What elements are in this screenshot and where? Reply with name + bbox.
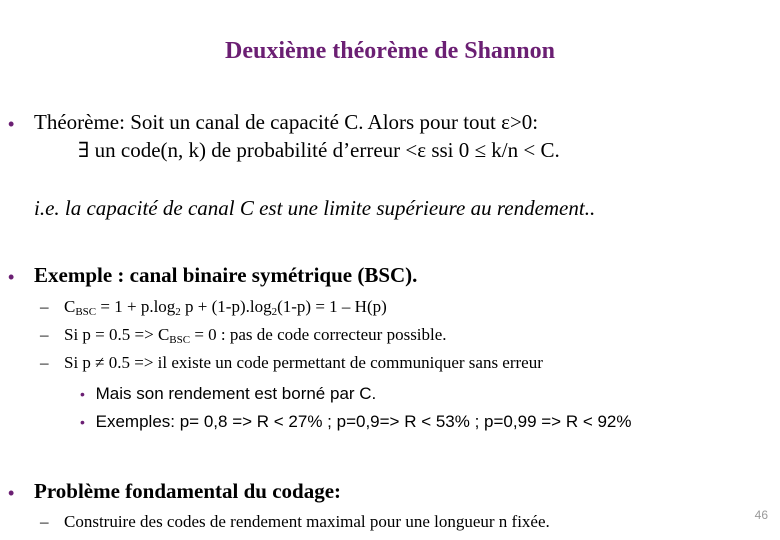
theorem-label: Théorème xyxy=(34,110,120,134)
slide-title: Deuxième théorème de Shannon xyxy=(225,38,555,64)
sub-bullet-rendement: • Mais son rendement est borné par C. xyxy=(80,384,377,403)
dash-icon: – xyxy=(40,297,49,316)
page-number: 46 xyxy=(754,508,768,522)
theorem-statement: : Soit un canal de capacité C. Alors pour tout ε>0: xyxy=(119,110,539,134)
example-item-p-half: – Si $p = 0.5 => C_{BSC} = 0$ : pas de code correcteur possible. xyxy=(40,325,447,346)
theorem-interpretation: i.e. la capacité de canal C est une limite supérieure au rendement.. xyxy=(34,196,596,220)
theorem-line-1 xyxy=(34,110,538,135)
sub-bullet-exemples: • Exemples: p= 0,8 => R < 27% ; p=0,9=> R < 53% ; p=0,99 => R < 92% xyxy=(80,412,632,431)
bullet-icon: • xyxy=(8,114,15,134)
bullet-icon: • xyxy=(80,414,85,430)
dash-icon: – xyxy=(40,512,49,531)
problem-item: – Construire des codes de rendement maximal pour une longueur n fixée. xyxy=(40,512,550,531)
dash-icon: – xyxy=(40,353,49,372)
dash-icon: – xyxy=(40,325,49,344)
bullet-icon: • xyxy=(8,483,15,503)
example-heading: Exemple : canal binaire symétrique (BSC). xyxy=(34,263,418,287)
theorem-line-2: ∃ un code(n, k) de probabilité d’erreur <ε ssi 0 ≤ k/n < C. xyxy=(78,138,560,162)
problem-heading: Problème fondamental du codage: xyxy=(34,479,342,503)
bullet-icon: • xyxy=(80,386,85,402)
example-item-p-not-half: – Si p ≠ 0.5 => il existe un code permettant de communiquer sans erreur xyxy=(40,353,543,372)
example-item-capacity: – $C_{BSC} = 1 + p.\log_2$ $p + (1-p).\log_2(1-p) = 1 - H(p)$ xyxy=(40,297,387,318)
bullet-icon: • xyxy=(8,267,15,287)
